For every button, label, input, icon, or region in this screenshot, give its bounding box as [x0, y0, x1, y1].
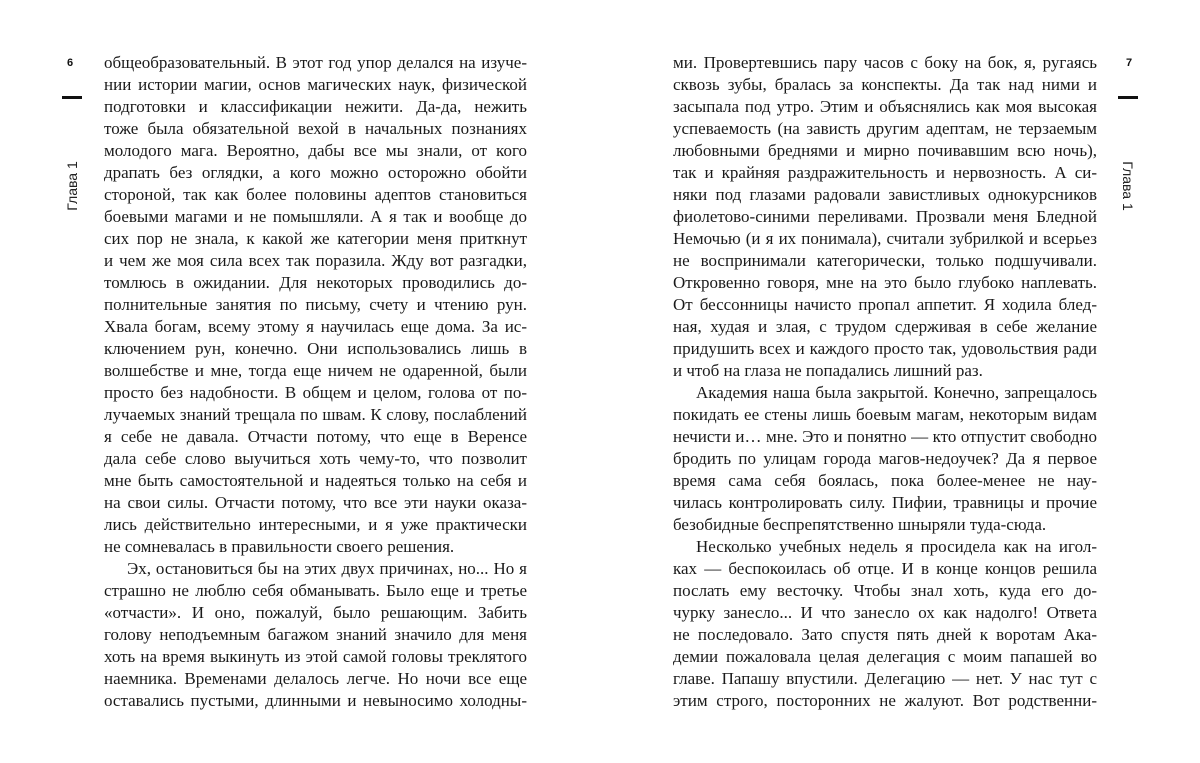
text-line: голову неподъемным багажом знаний значило для меня	[104, 625, 527, 644]
text-line: ках — беспокоилась об отце. И в конце концов решила	[673, 559, 1097, 578]
text-line: успеваемость (на зависть другим адептам, не терзаемым	[673, 119, 1097, 138]
text-line: лучаемых знаний трещала по швам. К слову, послаблений	[104, 405, 527, 424]
text-line: драпать без оглядки, а кого можно осторожно обойти	[104, 163, 527, 182]
text-line: нии истории магии, основ магических наук, физической	[104, 75, 527, 94]
text-line: подготовки и классификации нежити. Да-да, нежить	[104, 97, 527, 116]
text-line: Эх, остановиться бы на этих двух причинах, но... Но я	[127, 559, 527, 578]
text-line: я себе не давала. Отчасти потому, что еще в Веренсе	[104, 427, 527, 446]
text-line: лись действительно интересными, и я уже практически	[104, 515, 527, 534]
text-line: сквозь зубы, бралась за конспекты. Да так над ними и	[673, 75, 1097, 94]
text-line: главе. Папашу впустили. Делегацию — нет. У нас тут с	[673, 669, 1097, 688]
text-line: Немочью (и я их понимала), считали зубрилкой и всерьез	[673, 229, 1097, 248]
text-line: томлюсь в ожидании. Для некоторых проводились до-	[104, 273, 527, 292]
text-line: ная, худая и злая, с трудом сдерживая в себе желание	[673, 317, 1097, 336]
text-line: послать ему весточку. Чтобы знал хоть, куда его до-	[673, 581, 1097, 600]
text-line: так и крайняя раздражительность и нервозность. А си-	[673, 163, 1097, 182]
text-line: оставались пустыми, длинными и невыносимо холодны-	[104, 691, 527, 710]
text-line: страшно не люблю себя обманывать. Было еще и третье	[104, 581, 527, 600]
body-text	[673, 52, 1097, 712]
text-line: волшебстве и мне, тогда еще ничем не одаренной, были	[104, 361, 527, 380]
text-line: Несколько учебных недель я просидела как на игол-	[696, 537, 1097, 556]
text-line: боевыми магами и не помышляли. А я так и вообще до	[104, 207, 527, 226]
text-line: От бессонницы начисто пропал аппетит. Я ходила блед-	[673, 295, 1097, 314]
text-line: просто без надобности. В общем и целом, голова от по-	[104, 383, 527, 402]
text-line: покидать ее стены лишь боевым магам, некоторым видам	[673, 405, 1097, 424]
text-line: демии пожаловала целая делегация с моим папашей во	[673, 647, 1097, 666]
text-line: не последовало. Зато спустя пять дней к воротам Ака-	[673, 625, 1097, 644]
text-line: ми. Провертевшись пару часов с боку на бок, я, ругаясь	[673, 53, 1097, 72]
text-line: нечисти и… мне. Это и понятно — кто отпустит свободно	[673, 427, 1097, 446]
running-head: Глава 1	[64, 161, 80, 211]
text-line: полнительные занятия по письму, счету и чтению рун.	[104, 295, 527, 314]
text-line: придушить всех и каждого просто так, удовольствия ради	[673, 339, 1097, 358]
page-number: 7	[1126, 57, 1133, 69]
text-line: Хвала богам, всему этому я научилась еще дома. За ис-	[104, 317, 527, 336]
text-line: не сомневалась в правильности своего решения.	[104, 537, 455, 556]
text-line: и чем же моя сила всех так поразила. Жду вот разгадки,	[104, 251, 527, 270]
text-line: Откровенно говоря, мне на это было глубоко наплевать.	[673, 273, 1097, 292]
text-line: бродить по улицам города магов-недоучек? Да я первое	[673, 449, 1097, 468]
page-number: 6	[67, 57, 74, 69]
folio-rule	[1118, 96, 1138, 99]
text-line: мне быть самостоятельной и надеяться только на себя и	[104, 471, 527, 490]
text-line: время сама себя боялась, пока более-менее не нау-	[673, 471, 1097, 490]
text-line: наемника. Временами делалось легче. Но ночи все еще	[104, 669, 527, 688]
text-line: любовными бреднями и мирно почивавшим всю ночь),	[673, 141, 1097, 160]
text-line: на свои силы. Отчасти потому, что все эти науки оказа-	[104, 493, 527, 512]
text-line: чилась контролировать силу. Пифии, травницы и прочие	[673, 493, 1097, 512]
text-line: няки под глазами радовали завистливых однокурсников	[673, 185, 1097, 204]
text-line: чурку занесло... И что занесло ох как надолго! Ответа	[673, 603, 1097, 622]
text-line: фиолетово-синими переливами. Прозвали меня Бледной	[673, 207, 1097, 226]
text-line: этим строго, посторонних не жалуют. Вот родственни-	[673, 691, 1097, 710]
text-line: сих пор не знала, к какой же категории меня приткнут	[104, 229, 527, 248]
text-line: не воспринимали категорически, только подшучивали.	[673, 251, 1097, 270]
text-line: дала себе слово выучиться хоть чему-то, что позволит	[104, 449, 527, 468]
text-line: ключением рун, конечно. Они использовались лишь в	[104, 339, 527, 358]
text-line: хоть на время выкинуть из этой самой головы треклятого	[104, 647, 527, 666]
body-text	[104, 52, 527, 712]
text-line: «отчасти». И оно, пожалуй, было решающим. Забить	[104, 603, 527, 622]
text-line: безобидные беспрепятственно шныряли туда-сюда.	[673, 515, 1047, 534]
text-line: Академия наша была закрытой. Конечно, запрещалось	[696, 383, 1097, 402]
text-line: стороной, так как более половины адептов становиться	[104, 185, 527, 204]
text-line: засыпала под утро. Этим и объяснялись как моя высокая	[673, 97, 1097, 116]
text-line: и чтоб на глаза не попадались лишний раз.	[673, 361, 983, 380]
text-line: общеобразовательный. В этот год упор делался на изуче-	[104, 53, 527, 72]
running-head: Глава 1	[1120, 161, 1136, 211]
text-line: молодого мага. Вероятно, дабы все мы знали, от кого	[104, 141, 527, 160]
right-page	[600, 0, 1200, 763]
text-line: тоже была обязательной вехой в начальных познаниях	[104, 119, 527, 138]
folio-rule	[62, 96, 82, 99]
